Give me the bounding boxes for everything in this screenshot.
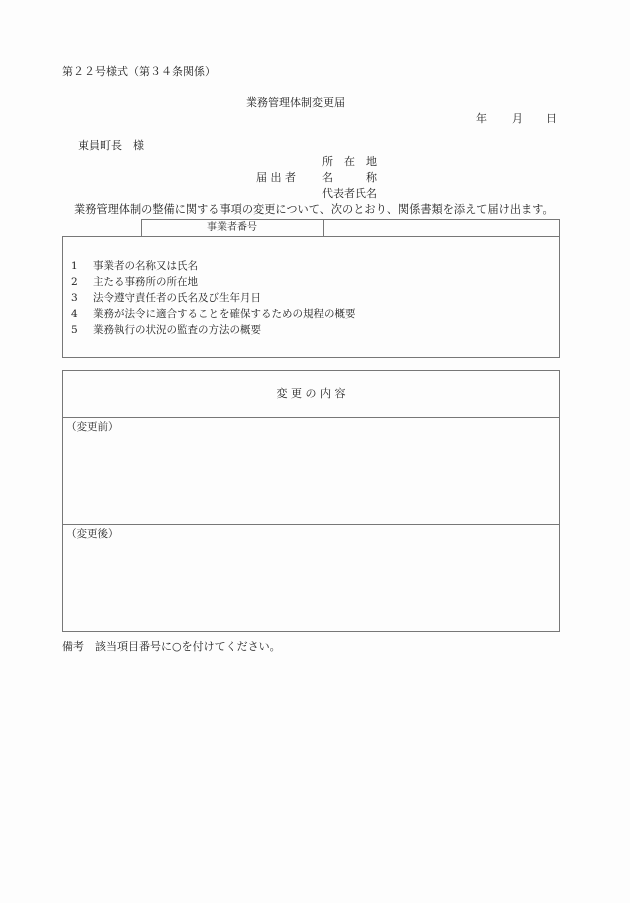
date-day-label: 日 (546, 112, 557, 125)
applicant-representative-label: 代表者氏名 (322, 187, 377, 200)
change-item[interactable]: 4 業務が法令に適合することを確保するための規程の概要 (71, 308, 356, 320)
statement-text: 業務管理体制の整備に関する事項の変更について、次のとおり、関係書類を添えて届け出ます。 (74, 203, 554, 216)
change-item[interactable]: 5 業務執行の状況の監査の方法の概要 (71, 324, 261, 336)
date-month-label: 月 (512, 112, 523, 125)
header-divider (62, 417, 560, 418)
before-after-divider (62, 524, 560, 525)
date-year-label: 年 (476, 112, 487, 125)
after-field[interactable] (72, 545, 552, 625)
business-number-field[interactable] (326, 221, 556, 235)
addressee: 東員町長 様 (78, 139, 144, 152)
change-item[interactable]: 3 法令遵守責任者の氏名及び生年月日 (71, 292, 261, 304)
business-number-label: 事業者番号 (207, 222, 257, 233)
change-item[interactable]: 1 事業者の名称又は氏名 (71, 260, 198, 272)
before-label: （変更前） (66, 421, 119, 433)
change-content-header: 変 更 の 内 容 (276, 387, 346, 400)
change-item[interactable]: 2 主たる事務所の所在地 (71, 276, 198, 288)
note-text: 備考 該当項目番号に○を付けてください。 (62, 640, 281, 653)
applicant-location-label: 所 在 地 (322, 155, 377, 168)
applicant-group-label: 届 出 者 (256, 171, 296, 184)
form-number: 第２２号様式（第３４条関係） (62, 65, 216, 78)
document-title: 業務管理体制変更届 (246, 96, 345, 109)
business-number-divider (323, 219, 324, 236)
applicant-name-label: 名 称 (322, 171, 377, 184)
after-label: （変更後） (66, 528, 119, 540)
before-field[interactable] (72, 438, 552, 518)
